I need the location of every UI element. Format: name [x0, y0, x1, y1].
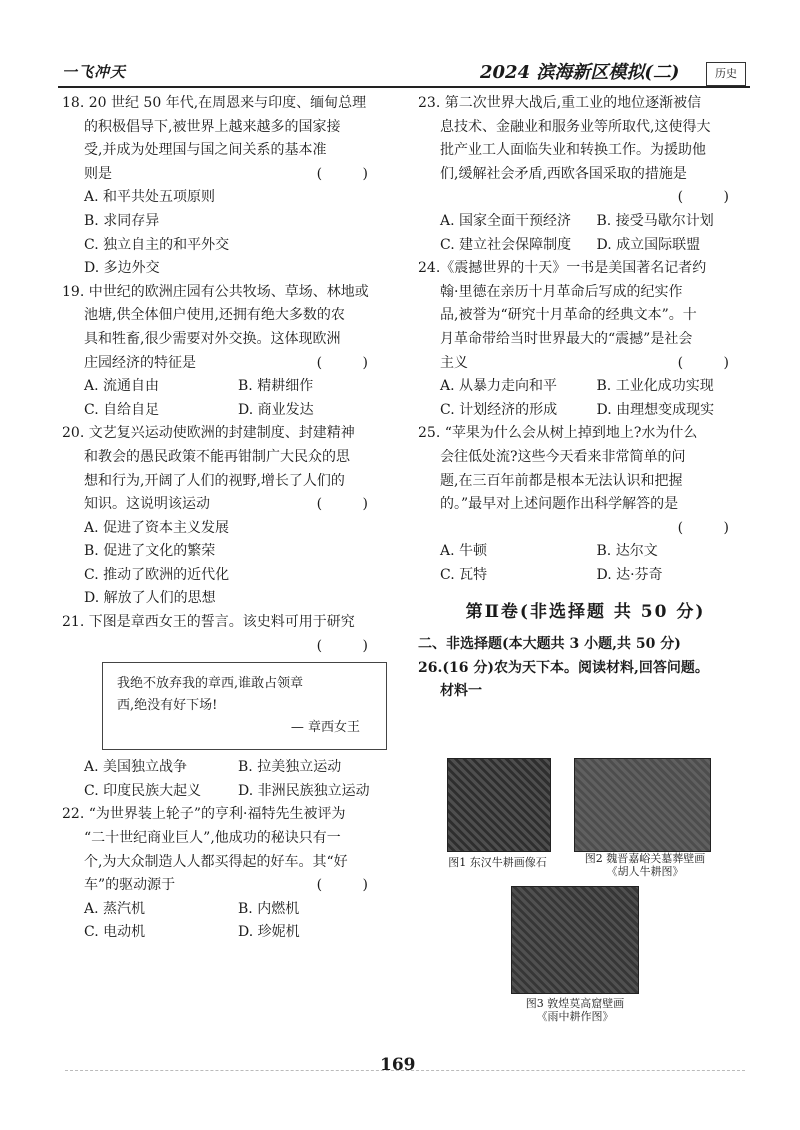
answer-paren[interactable]: ( ) [677, 519, 747, 536]
q18-stem-3: 受,并成为处理国与国之间关系的基本准 [84, 142, 327, 159]
q25-option-d[interactable]: D. 达·芬奇 [596, 566, 663, 583]
footer-rule [65, 1070, 745, 1071]
q24-option-b[interactable]: B. 工业化成功实现 [596, 378, 714, 395]
q23-stem-1: 23. 第二次世界大战后,重工业的地位逐渐被信 [418, 95, 702, 111]
q22-stem-1: 22. “为世界装上轮子”的亨利·福特先生被评为 [62, 806, 346, 823]
q20-option-c[interactable]: C. 推动了欧洲的近代化 [84, 566, 230, 583]
section-subtitle: 二、非选择题(本大题共 3 小题,共 50 分) [418, 636, 681, 653]
figure-2-caption-1: 图2 魏晋嘉峪关墓葬壁画 [584, 852, 706, 865]
queen-quote-box [102, 662, 387, 750]
q24-option-c[interactable]: C. 计划经济的形成 [440, 401, 558, 418]
q22-stem-2: “二十世纪商业巨人”,他成功的秘诀只有一 [84, 830, 341, 847]
q22-options-row-1 [62, 898, 392, 922]
q25-option-c[interactable]: C. 瓦特 [440, 566, 488, 583]
q18-stem-4-text: 则是 [84, 165, 112, 182]
q23-option-d[interactable]: D. 成立国际联盟 [596, 236, 701, 253]
figure-1-caption: 图1 东汉牛耕画像石 [448, 856, 547, 869]
q19-option-b[interactable]: B. 精耕细作 [238, 378, 314, 395]
brand-logo-text: 一飞冲天 [62, 63, 127, 81]
q23-option-c[interactable]: C. 建立社会保障制度 [440, 236, 572, 253]
q24-options-row-2 [418, 399, 753, 423]
q19-option-a[interactable]: A. 流通自由 [84, 378, 160, 395]
q23-option-a[interactable]: A. 国家全面干预经济 [440, 212, 572, 229]
answer-paren[interactable]: ( ) [316, 877, 386, 894]
q21-stem-1: 21. 下图是章西女王的誓言。该史料可用于研究 [62, 614, 355, 631]
q18-option-b[interactable]: B. 求同存异 [84, 212, 160, 229]
q18-stem-4 [62, 163, 392, 187]
q24-option-a[interactable]: A. 从暴力走向和平 [440, 378, 558, 395]
q18-option-c[interactable]: C. 独立自主的和平外交 [84, 236, 230, 253]
left-column [62, 92, 392, 945]
q25-option-b[interactable]: B. 达尔文 [596, 543, 658, 560]
q20-stem-1: 20. 文艺复兴运动使欧洲的封建制度、封建精神 [62, 425, 355, 442]
q19-option-d[interactable]: D. 商业发达 [238, 401, 314, 418]
q22-option-b[interactable]: B. 内燃机 [238, 900, 300, 917]
q22-stem-3: 个,为大众制造人人都买得起的好车。其“好 [84, 853, 348, 870]
q19-stem-1: 19. 中世纪的欧洲庄园有公共牧场、草场、林地或 [62, 283, 369, 300]
q23-stem-3: 批产业工人面临失业和转换工作。为援助他 [440, 142, 706, 159]
page-header-title: 2024 滨海新区模拟(二) [480, 62, 680, 83]
q24-option-d[interactable]: D. 由理想变成现实 [596, 401, 715, 418]
header-rule [58, 86, 750, 88]
answer-paren[interactable]: ( ) [316, 354, 386, 371]
q24-options-row-1 [418, 375, 753, 399]
q25-stem-4: 的。”最早对上述问题作出科学解答的是 [440, 496, 679, 513]
q18-option-d[interactable]: D. 多边外交 [84, 260, 160, 277]
figure-3-caption-1: 图3 敦煌莫高窟壁画 [525, 997, 625, 1010]
quote-line-2: 西,绝没有好下场! [117, 698, 218, 714]
q24-stem-3: 品,被誉为“研究十月革命的经典文本”。十 [440, 307, 697, 324]
answer-paren[interactable]: ( ) [677, 354, 747, 371]
material-label: 材料一 [440, 683, 482, 700]
q22-option-a[interactable]: A. 蒸汽机 [84, 900, 146, 917]
q20-stem-3: 想和行为,开阔了人们的视野,增长了人们的 [84, 472, 345, 489]
q23-paren-line [418, 186, 753, 210]
q24-stem-5-text: 主义 [440, 354, 468, 371]
q20-stem-4-text: 知识。这说明该运动 [84, 496, 210, 513]
q23-stem-4: 们,缓解社会矛盾,西欧各国采取的措施是 [440, 165, 687, 182]
q22-stem-4-text: 车”的驱动源于 [84, 877, 176, 894]
q19-stem-2: 池塘,供全体佃户使用,还拥有绝大多数的农 [84, 307, 345, 324]
q20-stem-2: 和教会的愚民政策不能再钳制广大民众的思 [84, 448, 350, 465]
figure-3-caption-2: 《雨中耕作图》 [536, 1010, 614, 1023]
q23-options-row-1 [418, 210, 753, 234]
q22-stem-4 [62, 874, 392, 898]
q21-options-row-1 [62, 756, 392, 780]
answer-paren[interactable]: ( ) [316, 496, 386, 513]
q19-stem-3: 具和牲畜,很少需要对外交换。这体现欧洲 [84, 330, 341, 347]
q18-stem-1: 18. 20 世纪 50 年代,在周恩来与印度、缅甸总理 [62, 95, 367, 111]
q19-option-c[interactable]: C. 自给自足 [84, 401, 160, 418]
q21-paren-line [62, 635, 392, 659]
right-column [418, 92, 753, 704]
figure-2-caption-2: 《胡人牛耕图》 [606, 865, 684, 878]
q20-stem-4 [62, 493, 392, 517]
q21-option-b[interactable]: B. 拉美独立运动 [238, 759, 342, 776]
q24-stem-1: 24.《震撼世界的十天》一书是美国著名记者约 [418, 260, 707, 277]
q25-stem-2: 会往低处流?这些今天看来非常简单的问 [440, 448, 686, 465]
q25-stem-1: 25. “苹果为什么会从树上掉到地上?水为什么 [418, 425, 698, 442]
q23-options-row-2 [418, 234, 753, 258]
q20-option-d[interactable]: D. 解放了人们的思想 [84, 590, 216, 607]
q25-stem-3: 题,在三百年前都是根本无法认识和把握 [440, 472, 683, 489]
q25-options-row-2 [418, 564, 753, 588]
page-number: 169 [380, 1055, 416, 1075]
quote-line-1: 我绝不放弃我的章西,谁敢占领章 [117, 676, 304, 692]
q25-option-a[interactable]: A. 牛顿 [440, 543, 488, 560]
q24-stem-4: 月革命带给当时世界最大的“震撼”是社会 [440, 330, 693, 347]
q22-options-row-2 [62, 921, 392, 945]
q25-paren-line [418, 517, 753, 541]
q21-option-c[interactable]: C. 印度民族大起义 [84, 782, 202, 799]
q24-stem-5 [418, 352, 753, 376]
q18-option-a[interactable]: A. 和平共处五项原则 [84, 189, 216, 206]
q19-options-row-1 [62, 375, 392, 399]
q21-option-d[interactable]: D. 非洲民族独立运动 [238, 782, 370, 799]
q23-stem-2: 息技术、金融业和服务业等所取代,这使得大 [440, 118, 711, 135]
q19-stem-4-text: 庄园经济的特征是 [84, 354, 196, 371]
q21-option-a[interactable]: A. 美国独立战争 [84, 759, 188, 776]
section-title: 第Ⅱ卷(非选择题 共 50 分) [465, 602, 706, 623]
subject-box: 历史 [706, 62, 746, 86]
q22-option-c[interactable]: C. 电动机 [84, 924, 146, 941]
q25-options-row-1 [418, 540, 753, 564]
q22-option-d[interactable]: D. 珍妮机 [238, 924, 300, 941]
answer-paren[interactable]: ( ) [677, 189, 747, 206]
figure-2-image [574, 758, 711, 852]
q21-options-row-2 [62, 780, 392, 804]
answer-paren[interactable]: ( ) [316, 637, 386, 654]
figure-1-image [447, 758, 551, 852]
q19-options-row-2 [62, 399, 392, 423]
quote-signature: — 章西女王 [290, 720, 360, 736]
answer-paren[interactable]: ( ) [316, 165, 386, 182]
q23-option-b[interactable]: B. 接受马歇尔计划 [596, 212, 714, 229]
q20-option-b[interactable]: B. 促进了文化的繁荣 [84, 543, 216, 560]
q26-stem: 26.(16 分)农为天下本。阅读材料,回答问题。 [418, 659, 709, 676]
q24-stem-2: 翰·里德在亲历十月革命后写成的纪实作 [440, 283, 683, 300]
q20-option-a[interactable]: A. 促进了资本主义发展 [84, 519, 230, 536]
q18-stem-2: 的积极倡导下,被世界上越来越多的国家接 [84, 118, 341, 135]
q19-stem-4 [62, 352, 392, 376]
figure-3-image [511, 886, 639, 994]
